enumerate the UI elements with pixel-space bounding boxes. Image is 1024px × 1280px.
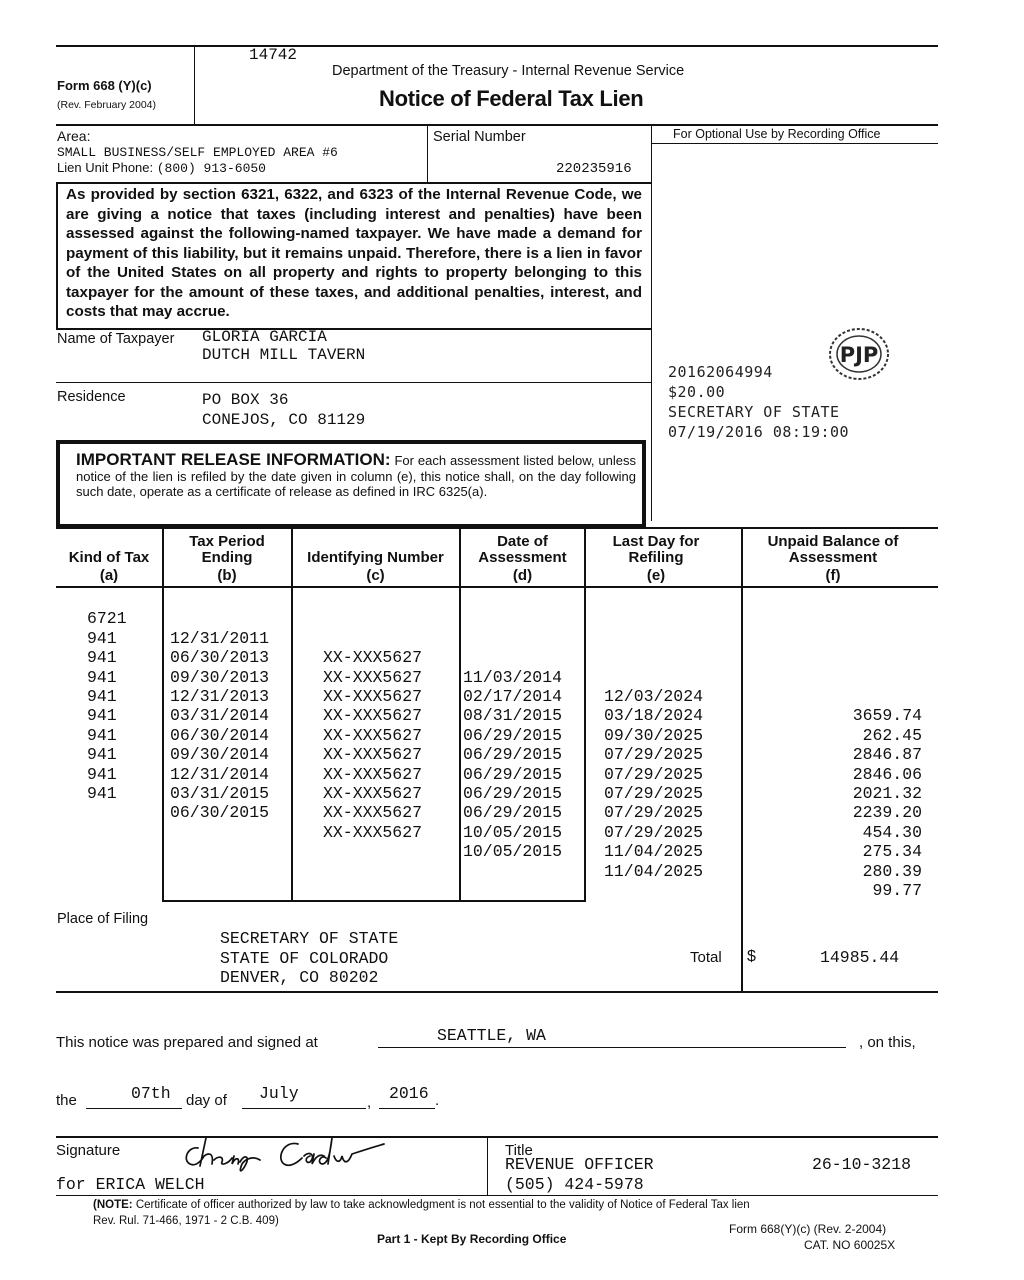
note-label: (NOTE: — [93, 1199, 133, 1211]
serial-number: 220235916 — [556, 161, 632, 177]
catalog-number: CAT. NO 60025X — [804, 1238, 896, 1252]
tax-period: 12/31/2014 — [170, 764, 270, 784]
signer-for-line: for ERICA WELCH — [56, 1175, 205, 1194]
column-title: Last Day for Refiling — [612, 533, 700, 566]
tax-period: 06/30/2015 — [170, 803, 270, 823]
filing-line3: DENVER, CO 80202 — [220, 968, 379, 987]
part-label: Part 1 - Kept By Recording Office — [377, 1232, 567, 1246]
assessment-date: 06/29/2015 — [463, 764, 563, 784]
kind-of-tax: 941 — [87, 745, 117, 765]
residence-line1: PO BOX 36 — [202, 391, 289, 409]
lien-unit-phone — [57, 160, 266, 176]
unpaid-balance: 454.30 — [862, 822, 922, 842]
refiling-date: 11/04/2025 — [604, 842, 704, 862]
assessment-date: 06/29/2015 — [463, 784, 563, 804]
kind-of-tax: 6721 — [87, 609, 127, 629]
tax-period: 09/30/2014 — [170, 745, 270, 765]
kind-of-tax: 941 — [87, 725, 117, 745]
currency-symbol: $ — [747, 948, 756, 965]
column-title: Identifying Number — [307, 549, 444, 566]
stamp-office: SECRETARY OF STATE — [668, 403, 840, 421]
column-code: (b) — [217, 567, 237, 584]
date-day: 07th — [131, 1084, 171, 1103]
identifying-number: XX-XXX5627 — [323, 687, 423, 707]
column-title: Unpaid Balance of Assessment — [767, 533, 899, 566]
identifying-number: XX-XXX5627 — [323, 803, 423, 823]
rev-rul: Rev. Rul. 71-466, 1971 - 2 C.B. 409) — [93, 1215, 279, 1227]
assessment-date: 11/03/2014 — [463, 667, 563, 687]
officer-phone: (505) 424-5978 — [505, 1175, 644, 1194]
filing-line2: STATE OF COLORADO — [220, 949, 389, 968]
stamp-reception-number: 20162064994 — [668, 363, 773, 381]
department-name: Department of the Treasury - Internal Revenue Service — [332, 63, 685, 79]
unpaid-balance: 275.34 — [862, 842, 922, 862]
kind-of-tax: 941 — [87, 764, 117, 784]
total-amount: 14985.44 — [820, 948, 900, 967]
column-title: Kind of Tax — [68, 549, 150, 566]
tax-period: 03/31/2015 — [170, 784, 270, 803]
area-value: SMALL BUSINESS/SELF EMPLOYED AREA #6 — [57, 145, 338, 160]
form-reference: Form 668(Y)(c) (Rev. 2-2004) — [729, 1222, 887, 1236]
identifying-number: XX-XXX5627 — [323, 725, 423, 745]
kind-of-tax: 941 — [87, 667, 117, 687]
total-label: Total — [690, 949, 722, 966]
tax-period: 12/31/2011 — [170, 628, 270, 648]
unpaid-balance: 2846.87 — [852, 745, 922, 765]
unpaid-balance: 2846.06 — [852, 764, 922, 784]
residence-label: Residence — [57, 389, 126, 405]
place-of-filing-label: Place of Filing — [57, 911, 149, 927]
unpaid-balance: 2239.20 — [852, 803, 922, 823]
stamp-fee: $20.00 — [668, 383, 726, 401]
refiling-date: 07/29/2025 — [604, 784, 704, 804]
assessment-date: 02/17/2014 — [463, 687, 563, 707]
release-info-text: For each assessment listed below, unless notice of the lien is refiled by the date given in column (e), this notice shall, on the day following such date, operate as a certificate of release as defined in IRC 6325(a). — [76, 453, 636, 499]
assessment-date: 06/29/2015 — [463, 745, 563, 765]
refiling-date: 03/18/2024 — [604, 706, 704, 726]
area-label: Area: — [57, 128, 91, 144]
title-label: Title — [505, 1142, 533, 1159]
residence-line2: CONEJOS, CO 81129 — [202, 411, 366, 429]
refiling-date: 07/29/2025 — [604, 822, 704, 842]
refiling-date: 11/04/2025 — [604, 861, 704, 881]
serial-number-label: Serial Number — [433, 129, 526, 145]
unpaid-balance: 2021.32 — [852, 784, 922, 804]
date-comma: , — [367, 1094, 372, 1111]
signature-label: Signature — [56, 1142, 121, 1159]
note-text: Certificate of officer authorized by law to take acknowledgment is not essential to the validity of Notice of Federal Tax lien — [135, 1199, 750, 1211]
refiling-date: 07/29/2025 — [604, 764, 704, 784]
kind-of-tax: 941 — [87, 784, 117, 803]
refiling-date: 07/29/2025 — [604, 803, 704, 823]
column-code: (d) — [512, 567, 533, 584]
unpaid-balance: 262.45 — [862, 725, 922, 745]
tax-period: 06/30/2014 — [170, 725, 270, 745]
identifying-number: XX-XXX5627 — [323, 745, 423, 765]
column-header-period — [163, 534, 291, 584]
lien-statement: As provided by section 6321, 6322, and 6323 of the Internal Revenue Code, we are giving a notice that taxes (including interest and penalties) have been assessed against the following-named taxpayer. We have made a demand for payment of this liability, but it remains unpaid. Therefore, there is a lien in favor of the United States on all property and rights to property belonging to this taxpayer for the amount of these taxes, and additional penalties, interest, and costs that may accrue. — [66, 186, 642, 320]
prepared-text: This notice was prepared and signed at — [56, 1034, 318, 1051]
prepared-place: SEATTLE, WA — [437, 1026, 546, 1045]
column-title: Date of Assessment — [478, 533, 567, 566]
unpaid-balance: 3659.74 — [852, 706, 922, 726]
assessment-date: 10/05/2015 — [463, 822, 563, 842]
date-period: . — [435, 1092, 440, 1109]
release-info-heading: IMPORTANT RELEASE INFORMATION: — [76, 450, 391, 469]
phone-label: Lien Unit Phone: — [57, 160, 154, 175]
kind-of-tax: 941 — [87, 648, 117, 668]
identifying-number: XX-XXX5627 — [323, 784, 423, 804]
taxpayer-business: DUTCH MILL TAVERN — [202, 346, 366, 364]
column-header-refiling — [586, 534, 726, 584]
taxpayer-name: GLORIA GARCIA — [202, 328, 327, 346]
tax-period: 09/30/2013 — [170, 667, 270, 687]
assessment-date: 10/05/2015 — [463, 842, 563, 862]
stamp-datetime: 07/19/2016 08:19:00 — [668, 423, 850, 441]
refiling-date: 09/30/2025 — [604, 725, 704, 745]
column-code: (f) — [825, 567, 841, 584]
unpaid-balance: 99.77 — [872, 881, 922, 901]
identifying-number: XX-XXX5627 — [323, 667, 423, 687]
identifying-number: XX-XXX5627 — [323, 764, 423, 784]
tax-period: 03/31/2014 — [170, 706, 270, 726]
assessment-date: 06/29/2015 — [463, 803, 563, 823]
kind-of-tax: 941 — [87, 706, 117, 726]
column-code: (a) — [99, 567, 119, 584]
column-header-assessment — [460, 534, 585, 584]
date-month: July — [259, 1084, 299, 1103]
column-header-id — [292, 550, 459, 584]
taxpayer-label: Name of Taxpayer — [57, 331, 175, 347]
filing-line1: SECRETARY OF STATE — [220, 929, 399, 948]
form-title: Notice of Federal Tax Lien — [379, 86, 644, 111]
tax-period: 06/30/2013 — [170, 648, 270, 668]
phone-number: (800) 913-6050 — [156, 161, 266, 176]
seal-initials: PJP — [839, 343, 879, 367]
control-number: 14742 — [249, 46, 298, 64]
column-code: (e) — [646, 567, 666, 584]
date-year: 2016 — [389, 1084, 429, 1103]
date-the-label: the — [56, 1092, 77, 1109]
date-day-of-label: day of — [186, 1092, 227, 1109]
refiling-date: 12/03/2024 — [604, 687, 704, 707]
column-header-balance — [743, 534, 923, 584]
assessment-date: 06/29/2015 — [463, 725, 563, 745]
column-code: (c) — [366, 567, 385, 584]
tax-period: 12/31/2013 — [170, 687, 270, 706]
recording-office-label: For Optional Use by Recording Office — [673, 127, 881, 141]
handwritten-signature — [180, 1134, 390, 1176]
unpaid-balance: 280.39 — [862, 861, 922, 881]
recording-stamp — [668, 362, 849, 442]
identifying-number: XX-XXX5627 — [323, 706, 423, 726]
release-info-box — [56, 440, 646, 528]
form-revision: (Rev. February 2004) — [57, 99, 157, 111]
refiling-date: 07/29/2025 — [604, 745, 704, 765]
officer-title: REVENUE OFFICER — [505, 1155, 654, 1174]
kind-of-tax: 941 — [87, 628, 117, 648]
footer-note — [93, 1199, 750, 1211]
identifying-number: XX-XXX5627 — [323, 822, 423, 842]
column-title: Tax Period Ending — [189, 533, 265, 566]
officer-id: 26-10-3218 — [812, 1155, 912, 1174]
column-header-kind — [56, 550, 162, 584]
form-number: Form 668 (Y)(c) — [57, 78, 152, 93]
identifying-number: XX-XXX5627 — [323, 648, 423, 668]
kind-of-tax: 941 — [87, 687, 117, 706]
assessment-date: 08/31/2015 — [463, 706, 563, 726]
recorder-seal-icon — [826, 326, 892, 382]
prepared-suffix: , on this, — [859, 1034, 916, 1051]
